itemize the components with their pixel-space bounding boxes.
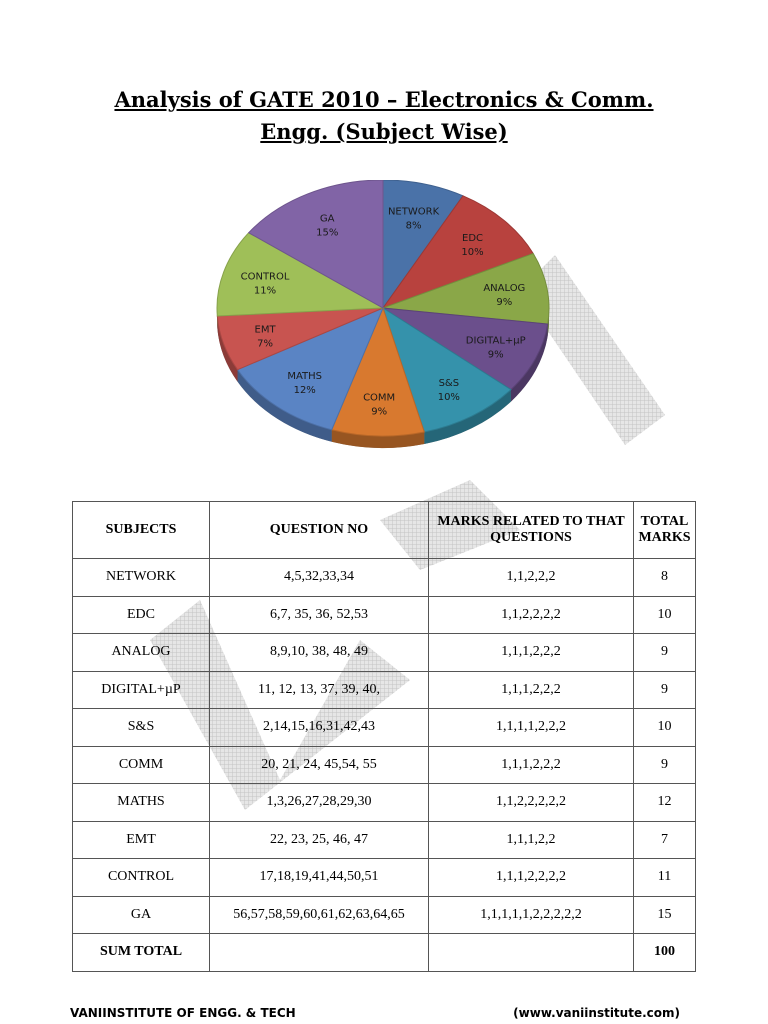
pie-slice-percent: 9% — [371, 406, 388, 418]
total-marks-cell: 9 — [634, 671, 696, 709]
footer-website: (www.vaniinstitute.com) — [513, 1006, 680, 1020]
header-marks-related: MARKS RELATED TO THAT QUESTIONS — [429, 502, 634, 559]
question-no-cell — [210, 934, 429, 972]
header-question-no: QUESTION NO — [210, 502, 429, 559]
total-marks-cell: 10 — [634, 596, 696, 634]
subject-cell: GA — [73, 896, 210, 934]
pie-slice-percent: 7% — [257, 338, 273, 350]
marks-cell: 1,1,1,2,2,2 — [429, 746, 634, 784]
table-row — [73, 896, 696, 934]
table-row — [73, 709, 696, 747]
question-no-cell: 56,57,58,59,60,61,62,63,64,65 — [210, 896, 429, 934]
subject-cell: CONTROL — [73, 859, 210, 897]
subject-cell: NETWORK — [73, 559, 210, 597]
subject-cell: COMM — [73, 746, 210, 784]
marks-cell: 1,1,1,1,2,2,2 — [429, 709, 634, 747]
subject-marks-table — [72, 501, 696, 972]
marks-cell: 1,1,1,2,2,2 — [429, 634, 634, 672]
table-row — [73, 596, 696, 634]
pie-slice-label: S&S — [438, 377, 460, 389]
subject-cell: EMT — [73, 821, 210, 859]
question-no-cell: 8,9,10, 38, 48, 49 — [210, 634, 429, 672]
subject-cell: EDC — [73, 596, 210, 634]
pie-slice-percent: 10% — [437, 391, 460, 403]
pie-slice-label: COMM — [363, 392, 396, 404]
table-row — [73, 821, 696, 859]
marks-cell: 1,1,1,2,2,2 — [429, 671, 634, 709]
pie-slice-label: MATHS — [287, 370, 323, 382]
total-marks-cell: 100 — [634, 934, 696, 972]
pie-slice-percent: 11% — [253, 285, 277, 297]
subject-cell: MATHS — [73, 784, 210, 822]
marks-cell: 1,1,2,2,2,2 — [429, 596, 634, 634]
table-row — [73, 634, 696, 672]
question-no-cell: 1,3,26,27,28,29,30 — [210, 784, 429, 822]
pie-slice-label: EMT — [254, 324, 276, 336]
question-no-cell: 11, 12, 13, 37, 39, 40, — [210, 671, 429, 709]
total-marks-cell: 12 — [634, 784, 696, 822]
marks-cell: 1,1,2,2,2,2,2 — [429, 784, 634, 822]
table-row — [73, 784, 696, 822]
total-marks-cell: 9 — [634, 746, 696, 784]
page-title — [0, 84, 768, 148]
question-no-cell: 2,14,15,16,31,42,43 — [210, 709, 429, 747]
total-marks-cell: 10 — [634, 709, 696, 747]
question-no-cell: 22, 23, 25, 46, 47 — [210, 821, 429, 859]
table-header-row — [73, 502, 696, 559]
pie-slice-label: ANALOG — [483, 283, 526, 295]
subject-cell: S&S — [73, 709, 210, 747]
pie-slice-label: NETWORK — [387, 206, 440, 218]
pie-slice-percent: 9% — [496, 297, 513, 309]
pie-slice-label: EDC — [462, 233, 484, 245]
table-row — [73, 746, 696, 784]
title-line-2: Engg. (Subject Wise) — [260, 119, 508, 144]
total-marks-cell: 15 — [634, 896, 696, 934]
subject-cell: DIGITAL+µP — [73, 671, 210, 709]
marks-cell: 1,1,2,2,2 — [429, 559, 634, 597]
pie-slice-percent: 8% — [405, 220, 422, 232]
total-marks-cell: 8 — [634, 559, 696, 597]
subject-pie-chart — [200, 180, 560, 490]
header-subjects: SUBJECTS — [73, 502, 210, 559]
pie-slice-percent: 9% — [487, 349, 504, 361]
header-total-marks: TOTAL MARKS — [634, 502, 696, 559]
subject-cell: SUM TOTAL — [73, 934, 210, 972]
table-row — [73, 859, 696, 897]
total-marks-cell: 11 — [634, 859, 696, 897]
table-row — [73, 671, 696, 709]
question-no-cell: 6,7, 35, 36, 52,53 — [210, 596, 429, 634]
sum-total-row — [73, 934, 696, 972]
title-line-1: Analysis of GATE 2010 – Electronics & Comm. — [114, 87, 654, 112]
marks-cell: 1,1,1,1,1,2,2,2,2,2 — [429, 896, 634, 934]
table-row — [73, 559, 696, 597]
pie-slice-label: DIGITAL+µP — [465, 335, 526, 347]
total-marks-cell: 7 — [634, 821, 696, 859]
pie-slice-percent: 10% — [461, 247, 484, 259]
pie-slice-percent: 15% — [316, 227, 339, 239]
pie-slice-label: CONTROL — [240, 271, 290, 283]
total-marks-cell: 9 — [634, 634, 696, 672]
marks-cell: 1,1,1,2,2 — [429, 821, 634, 859]
pie-slice-percent: 12% — [293, 384, 316, 396]
footer-institute-name: VANIINSTITUTE OF ENGG. & TECH — [70, 1006, 296, 1020]
marks-cell — [429, 934, 634, 972]
pie-slice-label: GA — [319, 213, 335, 225]
question-no-cell: 20, 21, 24, 45,54, 55 — [210, 746, 429, 784]
marks-cell: 1,1,1,2,2,2,2 — [429, 859, 634, 897]
subject-cell: ANALOG — [73, 634, 210, 672]
question-no-cell: 17,18,19,41,44,50,51 — [210, 859, 429, 897]
question-no-cell: 4,5,32,33,34 — [210, 559, 429, 597]
